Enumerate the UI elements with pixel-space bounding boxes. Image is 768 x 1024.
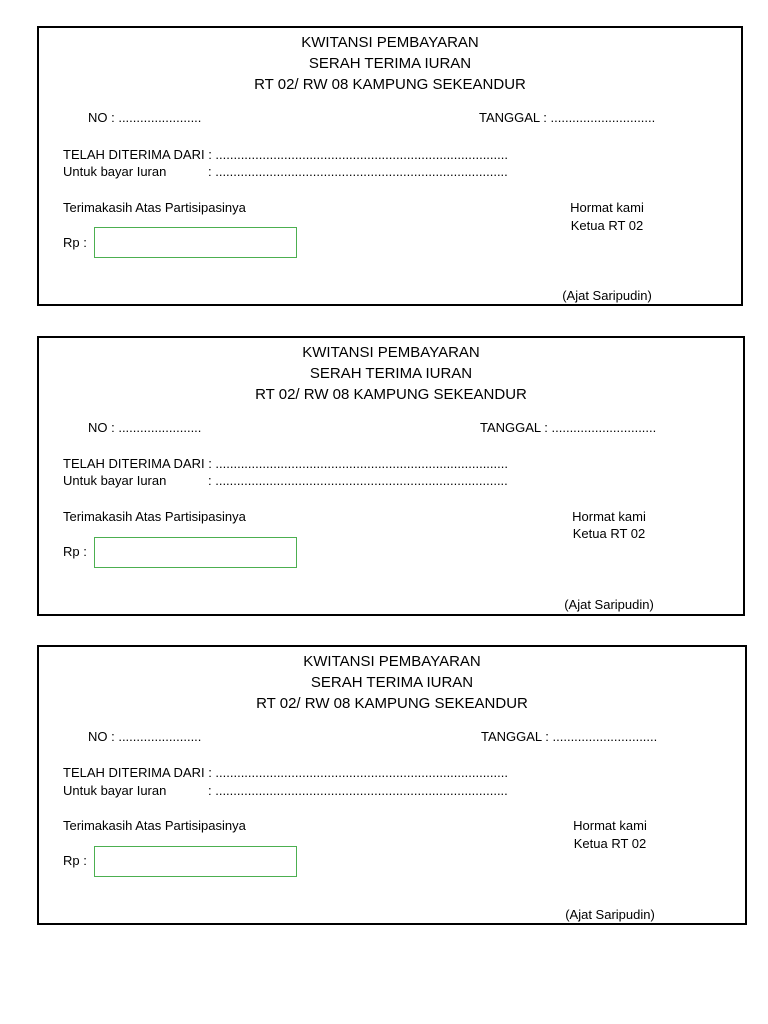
- rp-label: Rp :: [63, 853, 87, 868]
- title-line-3: RT 02/ RW 08 KAMPUNG SEKEANDUR: [255, 386, 527, 403]
- untuk-bayar-label: Untuk bayar Iuran: [63, 164, 167, 179]
- receipt-title: [39, 32, 741, 95]
- title-line-3: RT 02/ RW 08 KAMPUNG SEKEANDUR: [254, 76, 526, 93]
- receipt-title: [39, 342, 743, 405]
- tanggal-field: TANGGAL : .............................: [481, 729, 658, 744]
- ketua-rt: Ketua RT 02: [573, 836, 647, 851]
- title-line-3: RT 02/ RW 08 KAMPUNG SEKEANDUR: [256, 695, 528, 712]
- diterima-dari-field: TELAH DITERIMA DARI : .................................................................................: [63, 456, 508, 471]
- no-field: NO : .......................: [88, 420, 202, 435]
- receipt-2: [37, 336, 745, 616]
- rp-label: Rp :: [63, 544, 87, 559]
- ketua-rt: Ketua RT 02: [570, 218, 644, 233]
- untuk-bayar-field: : .................................................................................: [208, 164, 508, 179]
- hormat-kami: Hormat kami: [570, 200, 644, 215]
- untuk-bayar-field: : .................................................................................: [208, 783, 508, 798]
- no-field: NO : .......................: [88, 729, 202, 744]
- rp-amount-box[interactable]: [94, 846, 297, 877]
- title-line-2: SERAH TERIMA IURAN: [309, 365, 473, 382]
- thanks-text: Terimakasih Atas Partisipasinya: [63, 200, 246, 215]
- signatory-name: (Ajat Saripudin): [564, 597, 654, 612]
- diterima-dari-field: TELAH DITERIMA DARI : .................................................................................: [63, 147, 508, 162]
- hormat-kami: Hormat kami: [573, 818, 647, 833]
- title-line-2: SERAH TERIMA IURAN: [308, 55, 472, 72]
- receipt-3: [37, 645, 747, 925]
- receipt-title: [39, 651, 745, 714]
- thanks-text: Terimakasih Atas Partisipasinya: [63, 509, 246, 524]
- rp-amount-box[interactable]: [94, 227, 297, 258]
- rp-amount-box[interactable]: [94, 537, 297, 568]
- untuk-bayar-label: Untuk bayar Iuran: [63, 473, 167, 488]
- hormat-kami: Hormat kami: [572, 509, 646, 524]
- thanks-text: Terimakasih Atas Partisipasinya: [63, 818, 246, 833]
- rp-label: Rp :: [63, 235, 87, 250]
- title-line-1: KWITANSI PEMBAYARAN: [301, 34, 479, 51]
- tanggal-field: TANGGAL : .............................: [480, 420, 657, 435]
- untuk-bayar-label: Untuk bayar Iuran: [63, 783, 167, 798]
- diterima-dari-field: TELAH DITERIMA DARI : .................................................................................: [63, 765, 508, 780]
- signatory-name: (Ajat Saripudin): [565, 907, 655, 922]
- title-line-1: KWITANSI PEMBAYARAN: [302, 344, 480, 361]
- signatory-name: (Ajat Saripudin): [562, 288, 652, 303]
- ketua-rt: Ketua RT 02: [572, 526, 646, 541]
- tanggal-field: TANGGAL : .............................: [479, 110, 656, 125]
- untuk-bayar-field: : .................................................................................: [208, 473, 508, 488]
- title-line-2: SERAH TERIMA IURAN: [310, 674, 474, 691]
- no-field: NO : .......................: [88, 110, 202, 125]
- title-line-1: KWITANSI PEMBAYARAN: [303, 653, 481, 670]
- receipt-1: [37, 26, 743, 306]
